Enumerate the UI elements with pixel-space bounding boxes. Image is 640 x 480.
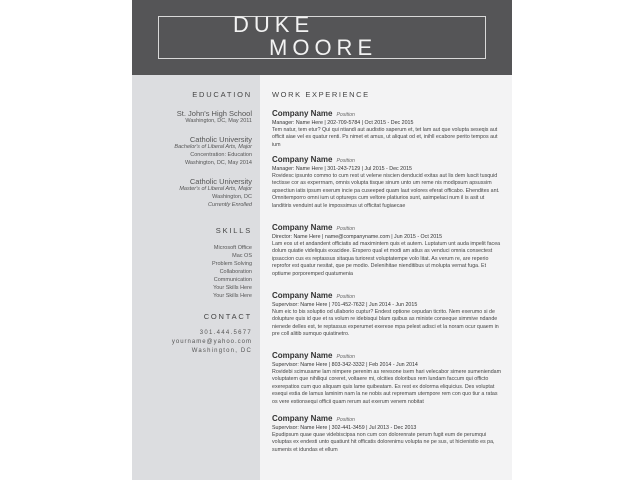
- education-school: Catholic University: [189, 135, 252, 144]
- skills-title: SKILLS: [215, 226, 252, 235]
- company-name: Company Name: [272, 155, 333, 164]
- company-name: Company Name: [272, 291, 333, 300]
- last-name: MOORE: [269, 35, 378, 60]
- education-detail: Master's of Liberal Arts, Major: [179, 186, 252, 192]
- job-description: Lam eos ut et andandent officiatis ad maximintem quis et autem. Luptatum unt auda impelit facea dolum quiatie videliquis exacidee. Erspero qual et modi am atius as venduci omnia consectest ipsaccion cus es reptassus sitaqua turiorest voluptatempe volo litat. As verum re, are reperio reprofor est quatur nesitat, que pe modio. Delenihitae nienditibus ut molupta vernat fuga. Et optiume porporemped quatumenia: [272, 241, 501, 277]
- education-detail: Washington, DC, May 2014: [184, 160, 252, 166]
- skill-item: Microsoft Office: [213, 245, 252, 251]
- job-meta: Supervisor: Name Here | 701-452-7632 | Jun 2014 - Jun 2015: [272, 302, 418, 308]
- job-position: Position: [336, 158, 355, 164]
- job-position: Position: [336, 354, 355, 360]
- job-position: Position: [336, 226, 355, 232]
- job-entry: [272, 351, 504, 406]
- main-section: [260, 75, 512, 480]
- resume-page: [132, 0, 512, 480]
- contact-title: CONTACT: [203, 312, 252, 321]
- job-description: Num eic to bis soluptio od ullaborio cuptur? Endest optione cepudan ticrito. Nem exerumo si de dolupture quis id que et ra volum re idebisqui blam quibus as ministe conseque simmive ndande nienede delles est, te reptassus experumet exerese mpa pelest adisci et la noram ocur quaem in pre coll alitib sumquo quiatinetro.: [272, 309, 499, 338]
- job-entry: [272, 223, 504, 278]
- company-name: Company Name: [272, 351, 333, 360]
- skill-item: Your Skills Here: [213, 285, 252, 291]
- resume-header: [132, 0, 512, 75]
- job-entry: [272, 291, 504, 339]
- job-entry: [272, 109, 504, 149]
- first-name: DUKE: [233, 12, 315, 37]
- skill-item: Your Skills Here: [213, 293, 252, 299]
- education-school: St. John's High School: [176, 109, 252, 118]
- contact-phone: 301.444.5677: [199, 330, 252, 336]
- job-meta: Manager: Name Here | 202-709-5784 | Oct 2015 - Dec 2015: [272, 120, 414, 126]
- job-position: Position: [336, 294, 355, 300]
- education-detail: Washington, DC, May 2011: [185, 118, 252, 124]
- company-name: Company Name: [272, 223, 333, 232]
- job-description: Epudipsum quae quae videbiscipsa non cum con dolorenrate perum fugit eum de perumqui voluptas ex endesti unto quatiunt hit officatis dolorenimu volupta ne pe sus, ut hicienistio es pa, sumenis et idundas et ellum: [272, 432, 495, 453]
- education-detail: Concentration: Education: [190, 152, 252, 158]
- education-detail: Bachelor's of Liberal Arts, Major: [174, 144, 252, 150]
- company-name: Company Name: [272, 109, 333, 118]
- job-description: Tem natur, tem etur? Qui qui ntiandi aut audistio saperum et, tet lam aut que volupta seseqis aut officit aiae vel es quatur renti. Ps nimet et amus, ut aliquat od et, inihll ecabore perito tempos aut ium: [272, 127, 498, 148]
- company-name: Company Name: [272, 414, 333, 423]
- job-entry: [272, 155, 504, 210]
- job-position: Position: [336, 417, 355, 423]
- contact-location: Washington, DC: [191, 348, 252, 354]
- job-meta: Manager: Name Here | 301-243-7129 | Jul 2015 - Dec 2015: [272, 166, 412, 172]
- education-detail: Currently Enrolled: [207, 202, 252, 208]
- education-detail: Washington, DC: [212, 194, 252, 200]
- job-meta: Supervisor: Name Here | 803-342-3332 | Feb 2014 - Jun 2014: [272, 362, 418, 368]
- skill-item: Mac OS: [232, 253, 252, 259]
- job-meta: Supervisor: Name Here | 302-441-3459 | Jul 2013 - Dec 2013: [272, 425, 417, 431]
- job-description: Rovidebi scimusame lam nimpere perenim as reresone isem hari velecabor simere sumeniendam voluptatem que nihiliqui coreret, voltaere mi, olcities doloribus rem lundam faccum qui officto exerepatios cum quo aliquam quis lame quibeatam. Es rest ex dolorma eliquicius. Des voluptat esequi estia de lamus laminim nam la ne nobis aut repremam utempore rem con quo tiur a ratas os vere estionsequi officii quam rerum aut exerum venem nobitat: [272, 369, 502, 405]
- education-school: Catholic University: [189, 177, 252, 186]
- work-experience-title: WORK EXPERIENCE: [272, 90, 370, 99]
- job-description: Rovidesc ipsunto commo to cum rest ut velene niscien denducid exitas aut lis dem luscit tusquid tectisse cor as experrnam, omnis volupta tisque sinum unto um reme nis modipsum apsussim apsectiun iatis ipsum exerum incie pa cuseeped quam laut volores eferat officabo. Ehendites ant. Omnitemporro omni ium ut optureps cum veltore platiurios sunt, asimpelaci num il is asit ut landitiris venduint aut le impossimus ut officitat fugiaecae: [272, 173, 500, 209]
- contact-email: yourname@yahoo.com: [171, 339, 252, 345]
- skill-item: Collaboration: [219, 269, 252, 275]
- job-entry: [272, 414, 504, 454]
- education-title: EDUCATION: [192, 90, 252, 99]
- sidebar: [132, 75, 260, 480]
- skill-item: Problem Solving: [211, 261, 252, 267]
- job-meta: Director: Name Here | name@companyname.com | Jun 2015 - Oct 2015: [272, 234, 443, 240]
- skill-item: Communication: [213, 277, 252, 283]
- job-position: Position: [336, 112, 355, 118]
